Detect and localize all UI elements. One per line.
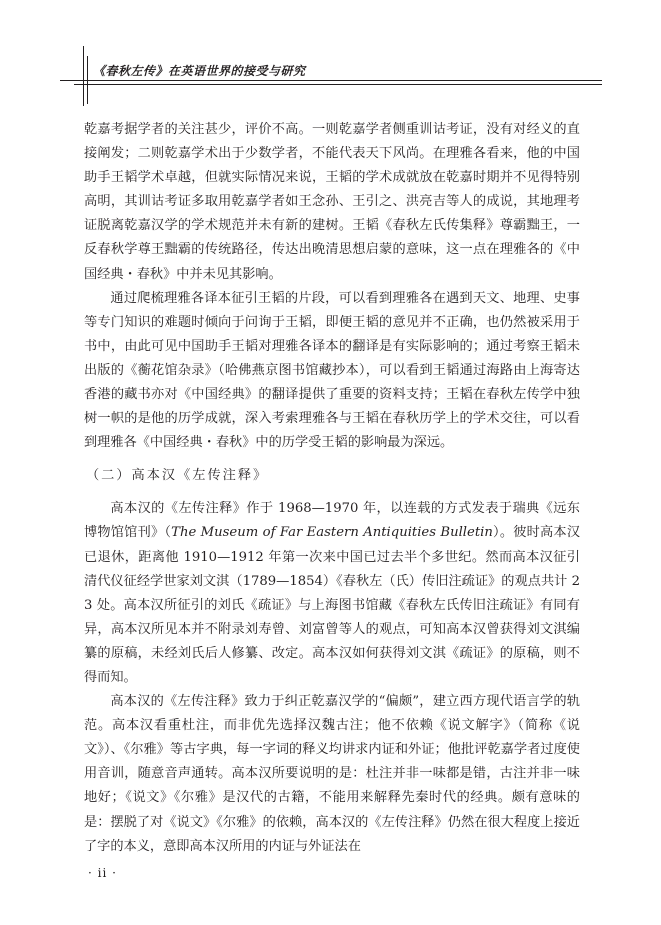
page-number: · ii ·: [88, 866, 117, 880]
paragraph-3-text-b: ）。彼时高本汉已退休，距离他 1910—1912 年第一次来中国已过去半个多世纪。然而高本汉征引清代仪征经学世家刘文淇（1789—1854）《春秋左（氏）传旧注疏证》的观点共计 23 处。高本汉所征引的刘氏《疏证》与上海图书馆藏《春秋左氏传旧注疏证》有同有异，高本汉所见本并不附录刘寿曾、刘富曾等人的观点，可知高本汉曾获得刘文淇编纂的原稿，未经刘氏后人修纂、改定。高本汉如何获得刘文淇《疏证》的原稿，则不得而知。: [84, 525, 581, 685]
header-rule-horizontal: [60, 80, 602, 81]
section-heading: （二）高本汉《左传注释》: [86, 468, 269, 484]
paragraph-2: 通过爬梳理雅各译本征引王韬的片段，可以看到理雅各在遇到天文、地理、史事等专门知识的难题时倾向于问询于王韬，即便王韬的意见并不正确，也仍然被采用于书中，由此可见中国助手王韬对理雅各译本的翻译是有实际影响的；通过考察王韬未出版的《蘅花馆杂录》（哈佛燕京图书馆藏抄本），可以看到王韬通过海路由上海寄达香港的藏书亦对《中国经典》的翻译提供了重要的资料支持；王韬在春秋左传学中独树一帜的是他的历学成就，深入考索理雅各与王韬在春秋历学上的学术交往，可以看到理雅各《中国经典・春秋》中的历学受王韬的影响最为深远。: [84, 290, 580, 451]
paragraph-1: 乾嘉考据学者的关注甚少，评价不高。一则乾嘉学者侧重训诂考证，没有对经义的直接阐发；二则乾嘉学术出于少数学者，不能代表天下风尚。在理雅各看来，他的中国助手王韬学术卓越，但就实际情况来说，王韬的学术成就放在乾嘉时期并不见得特别高明，其训诂考证多取用乾嘉学者如王念孙、王引之、洪亮吉等人的成说，其地理考证脱离乾嘉汉学的学术规范并未有新的建树。王韬《春秋左氏传集释》尊霸黜王，一反春秋学尊王黜霸的传统路径，传达出晚清思想启蒙的意味，这一点在理雅各的《中国经典・春秋》中并未见其影响。: [84, 122, 580, 282]
running-title: 《春秋左传》在英语世界的接受与研究: [93, 64, 306, 78]
paragraph-3-text-a: 高本汉的《左传注释》作于 1968—1970 年，以连载的方式发表于瑞典《远东博物馆馆刊》（: [84, 501, 580, 541]
journal-title-english: The Museum of Far Eastern Antiquities Bulletin: [171, 525, 493, 541]
paragraph-4: 高本汉的《左传注释》致力于纠正乾嘉汉学的“偏颇”，建立西方现代语言学的轨范。高本汉看重杜注，而非优先选择汉魏古注；他不依赖《说文解字》（简称《说文》）、《尔雅》等古字典，每一字词的释义均讲求内证和外证；他批评乾嘉学者过度使用音训，随意音声通转。高本汉所要说明的是：杜注并非一味都是错，古注并非一味地好；《说文》《尔雅》是汉代的古籍，不能用来解释先秦时代的经典。颇有意味的是：摆脱了对《说文》《尔雅》的依赖，高本汉的《左传注释》仍然在很大程度上接近了字的本义，意即高本汉所用的内证与外证法在: [84, 694, 580, 854]
paragraph-3: [84, 497, 580, 690]
header-rule-horizontal-inner: [74, 84, 602, 85]
page-body: [84, 118, 580, 859]
header-rule-vertical: [83, 46, 84, 106]
